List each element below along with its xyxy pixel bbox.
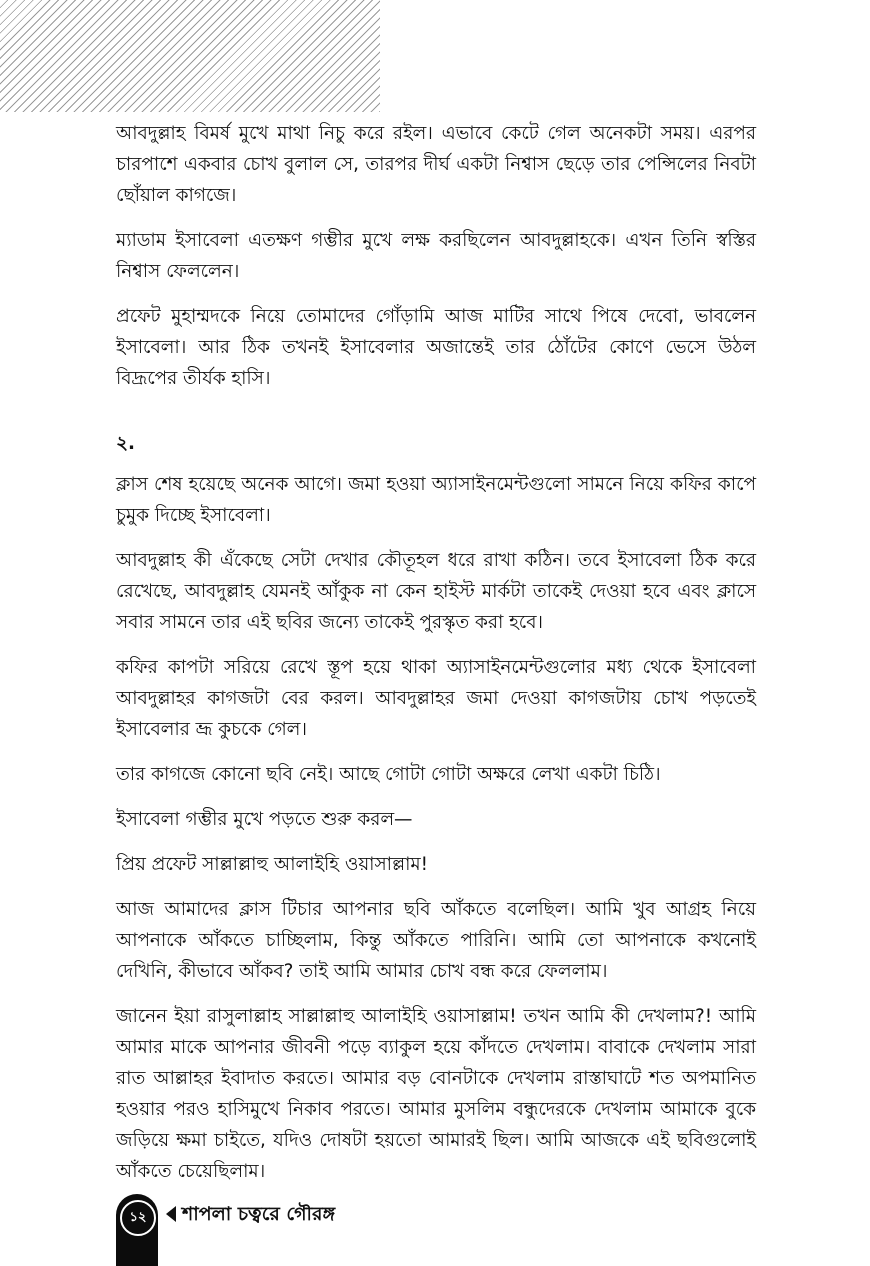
- paragraph: ক্লাস শেষ হয়েছে অনেক আগে। জমা হওয়া অ্যাসাইনমেন্টগুলো সামনে নিয়ে কফির কাপে চুমুক দিচ্ছে ইসাবেলা।: [116, 474, 756, 526]
- section-number: ২.: [116, 433, 135, 454]
- paragraph: জানেন ইয়া রাসুলাল্লাহ সাল্লাল্লাহু আলাইহি ওয়াসাল্লাম! তখন আমি কী দেখলাম?! আমি আমার মাকে আপনার জীবনী পড়ে ব্যাকুল হয়ে কাঁদতে দেখলাম। বাবাকে দেখলাম সারা রাত আল্লাহর ইবাদাত করতে। আমার বড় বোনটাকে দেখলাম রাস্তাঘাটে শত অপমানিত হওয়ার পরও হাসিমুখে নিকাব পরতে। আমার মুসলিম বন্ধুদেরকে দেখলাম আমাকে বুকে জড়িয়ে ক্ষমা চাইতে, যদিও দোষটা হয়তো আমারই ছিল। আমি আজকে এই ছবিগুলোই আঁকতে চেয়েছিলাম।: [116, 1006, 756, 1182]
- page-footer: [116, 1194, 476, 1266]
- triangle-left-icon: [166, 1206, 176, 1222]
- page-body: [116, 118, 756, 1201]
- paragraph: ইসাবেলা গম্ভীর মুখে পড়তে শুরু করল—: [116, 809, 413, 830]
- paragraph: কফির কাপটা সরিয়ে রেখে স্তূপ হয়ে থাকা অ্যাসাইনমেন্টগুলোর মধ্য থেকে ইসাবেলা আবদুল্লাহর কাগজটা বের করল। আবদুল্লাহর জমা দেওয়া কাগজটায় চোখ পড়তেই ইসাবেলার ভ্রূ কুচকে গেল।: [116, 657, 756, 740]
- book-title: শাপলা চত্বরে গৌরঙ্গ: [182, 1203, 336, 1225]
- decorative-stripes: [0, 0, 380, 112]
- paragraph: আজ আমাদের ক্লাস টিচার আপনার ছবি আঁকতে বলেছিল। আমি খুব আগ্রহ নিয়ে আপনাকে আঁকতে চাচ্ছিলাম, কিন্তু আঁকতে পারিনি। আমি তো আপনাকে কখনোই দেখিনি, কীভাবে আঁকব? তাই আমি আমার চোখ বন্ধ করে ফেললাম।: [116, 899, 756, 982]
- paragraph: আবদুল্লাহ বিমর্ষ মুখে মাথা নিচু করে রইল। এভাবে কেটে গেল অনেকটা সময়। এরপর চারপাশে একবার চোখ বুলাল সে, তারপর দীর্ঘ একটা নিশ্বাস ছেড়ে তার পেন্সিলের নিবটা ছোঁয়াল কাগজে।: [116, 123, 756, 206]
- paragraph: তার কাগজে কোনো ছবি নেই। আছে গোটা গোটা অক্ষরে লেখা একটা চিঠি।: [116, 764, 661, 785]
- paragraph: প্রফেট মুহাম্মদকে নিয়ে তোমাদের গোঁড়ামি আজ মাটির সাথে পিষে দেবো, ভাবলেন ইসাবেলা। আর ঠিক তখনই ইসাবেলার অজান্তেই তার ঠোঁটের কোণে ভেসে উঠল বিদ্রূপের তীর্যক হাসি।: [116, 306, 756, 389]
- page-number: ১২: [120, 1200, 156, 1236]
- letter-salutation: প্রিয় প্রফেট সাল্লাল্লাহু আলাইহি ওয়াসাল্লাম!: [116, 854, 428, 875]
- paragraph: ম্যাডাম ইসাবেলা এতক্ষণ গম্ভীর মুখে লক্ষ করছিলেন আবদুল্লাহকে। এখন তিনি স্বস্তির নিশ্বাস ফেললেন।: [116, 230, 756, 282]
- paragraph: আবদুল্লাহ কী এঁকেছে সেটা দেখার কৌতূহল ধরে রাখা কঠিন। তবে ইসাবেলা ঠিক করে রেখেছে, আবদুল্লাহ যেমনই আঁকুক না কেন হাইস্ট মার্কটা তাকেই দেওয়া হবে এবং ক্লাসে সবার সামনে তার এই ছবির জন্যে তাকেই পুরস্কৃত করা হবে।: [116, 550, 756, 633]
- page-number-tab: [116, 1194, 158, 1266]
